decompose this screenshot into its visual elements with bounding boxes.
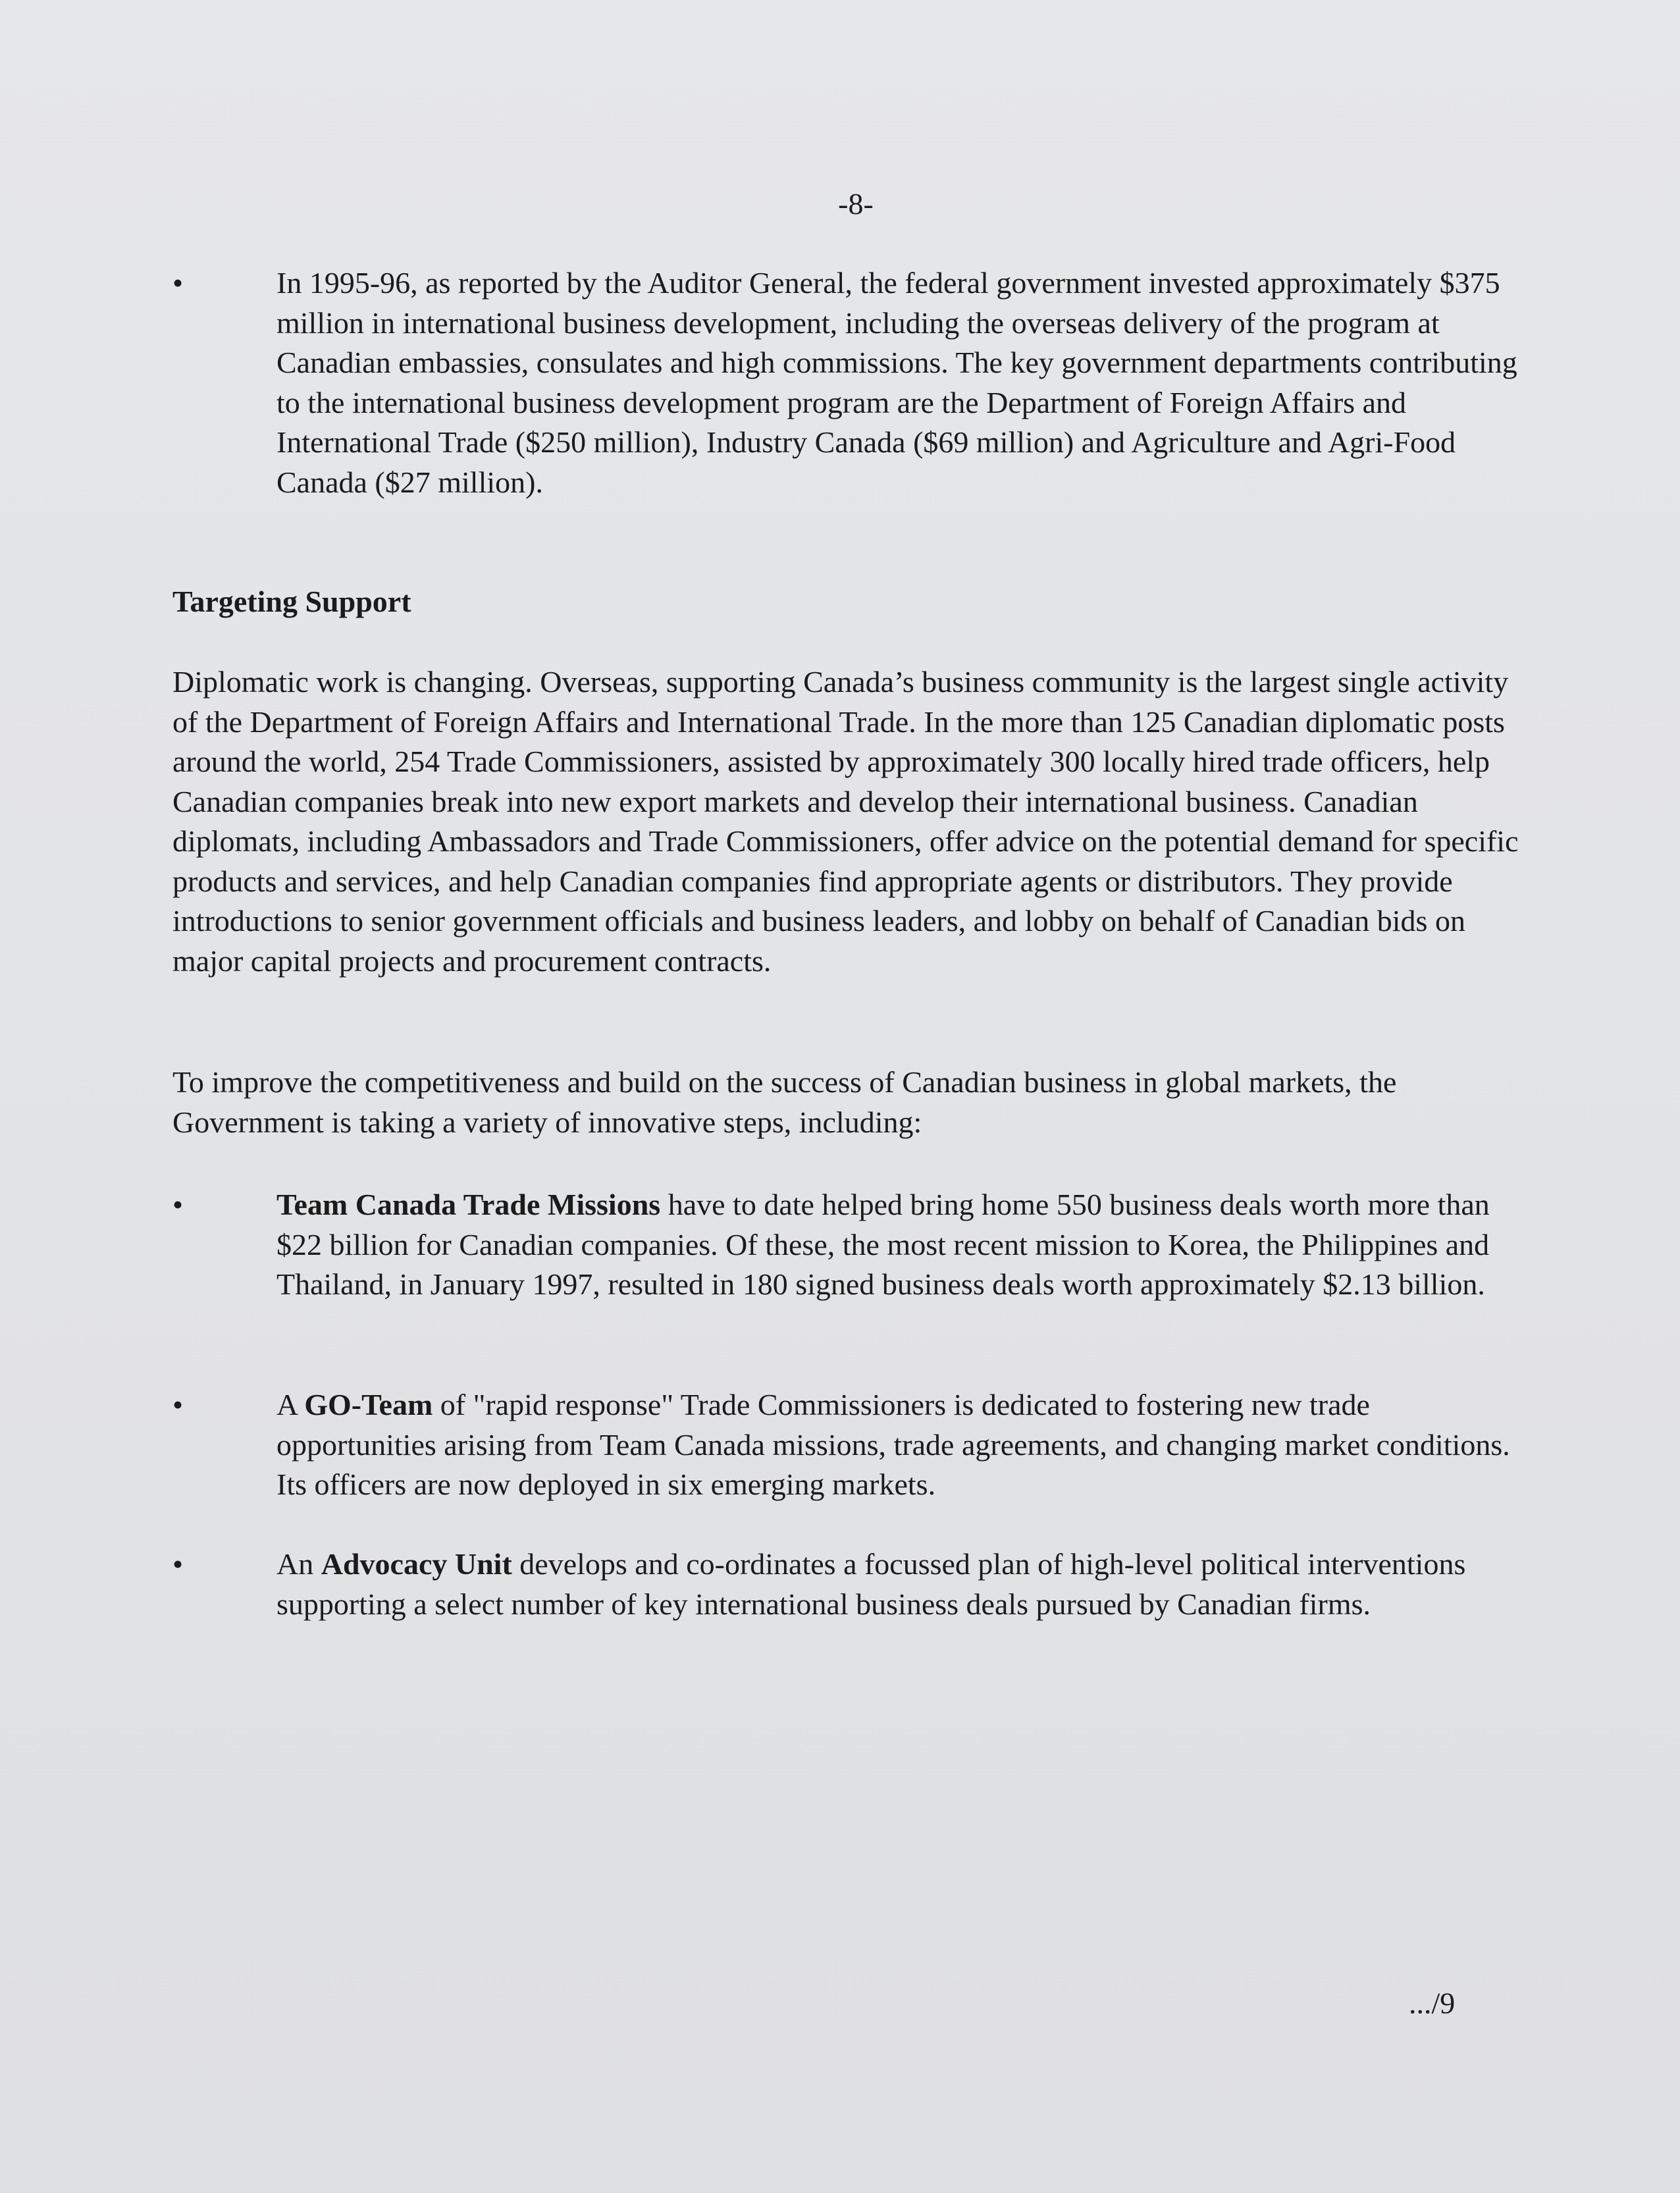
paragraph-innovative-steps: To improve the competitiveness and build on the success of Canadian business in global markets, the Government is taking a variety of innovative steps, including: xyxy=(172,1065,1397,1139)
list-item-team-canada xyxy=(172,1185,1529,1350)
list-item-body: develops and co-ordinates a focussed plan of high-level political interventions supporting a select number of key international business deals pursued by Canadian firms. xyxy=(276,1547,1466,1621)
list-item-lead: A xyxy=(276,1388,305,1421)
continuation-marker: .../9 xyxy=(1409,1986,1456,2020)
paragraph-diplomatic-work: Diplomatic work is changing. Overseas, supporting Canada’s business community is the largest single activity of the Department of Foreign Affairs and International Trade. In the more than 125 Canadian diplomatic posts around the world, 254 Trade Commissioners, assisted by approximately 300 locally hired trade officers, help Canadian companies break into new export markets and develop their international business. Canadian diplomats, including Ambassadors and Trade Commissioners, offer advice on the potential demand for specific products and services, and help Canadian companies find appropriate agents or distributors. They provide introductions to senior government officials and business leaders, and lobby on behalf of Canadian bids on major capital projects and procurement contracts. xyxy=(172,665,1519,978)
list-item-bold-term: Team Canada Trade Missions xyxy=(276,1188,661,1221)
list-item-bold-term: GO-Team xyxy=(304,1388,433,1421)
list-item-body: of "rapid response" Trade Commissioners is dedicated to fostering new trade opportunities arising from Team Canada missions, trade agreements, and changing market conditions. Its officers are now deployed in six emerging markets. xyxy=(276,1388,1510,1501)
list-item-bold-term: Advocacy Unit xyxy=(321,1547,512,1581)
section-heading: Targeting Support xyxy=(172,585,411,618)
bullet-marker: • xyxy=(172,1388,184,1421)
bullet-marker: • xyxy=(172,1547,184,1581)
list-item-lead: An xyxy=(276,1547,321,1581)
list-item-go-team xyxy=(172,1385,1529,1510)
intro-bullet xyxy=(172,263,1529,546)
list-item-text xyxy=(276,1385,1527,1505)
list-item-text xyxy=(276,1185,1527,1305)
page-number: -8- xyxy=(838,187,874,221)
list-item-text xyxy=(276,1545,1527,1624)
intro-bullet-text: In 1995-96, as reported by the Auditor General, the federal government invested approximately $375 million in international business development, including the overseas delivery of the program at Canadian embassies, consulates and high commissions. The key government departments contributing to the international business development program are the Department of Foreign Affairs and International Trade ($250 million), Industry Canada ($69 million) and Agriculture and Agri-Food Canada ($27 million). xyxy=(276,266,1517,499)
bullet-marker: • xyxy=(172,1188,184,1221)
bullet-marker: • xyxy=(172,266,184,300)
list-item-advocacy-unit xyxy=(172,1545,1529,1670)
list-item-body: have to date helped bring home 550 business deals worth more than $22 billion for Canadian companies. Of these, the most recent mission to Korea, the Philippines and Thailand, in January 1997, resulted in 180 signed business deals worth approximately $2.13 billion. xyxy=(276,1188,1490,1301)
